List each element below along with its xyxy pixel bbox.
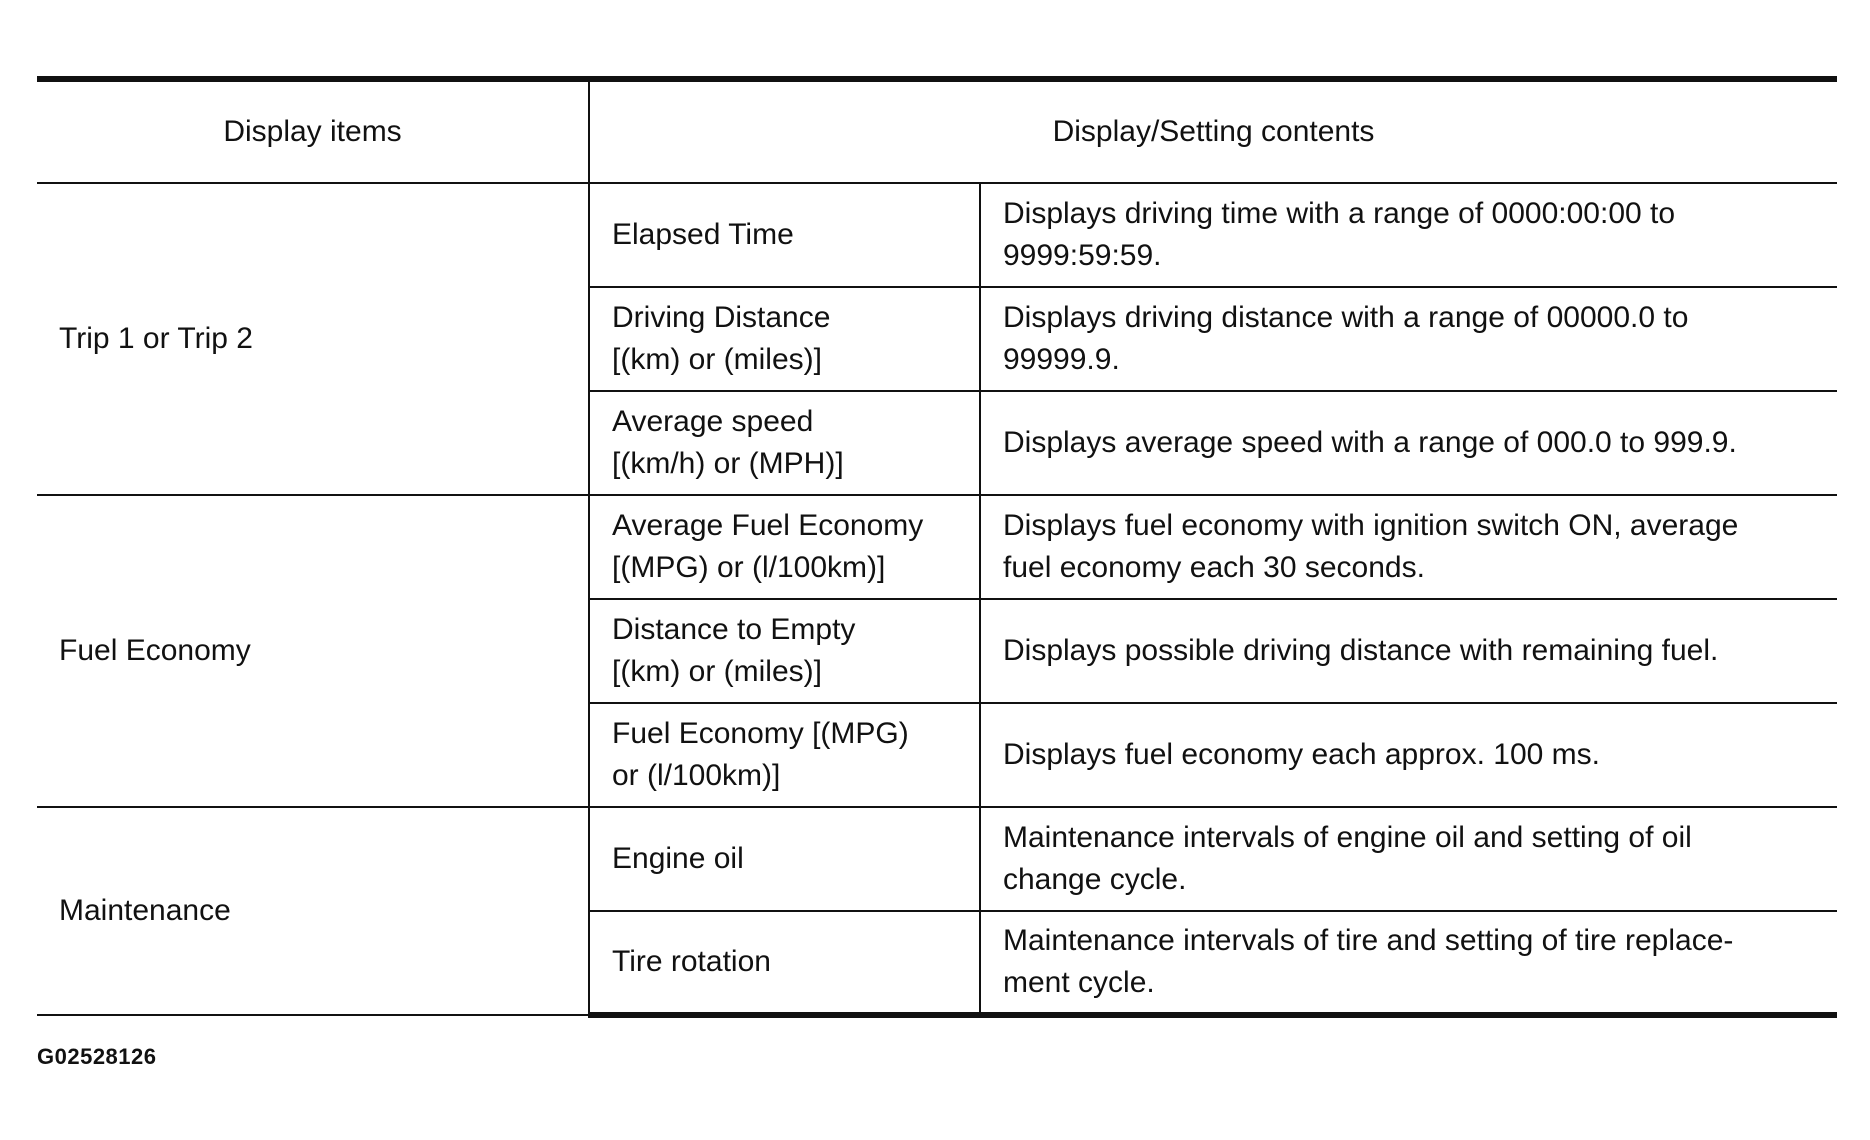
table-row xyxy=(37,807,1837,911)
item-average-speed: Average speed [(km/h) or (MPH)] xyxy=(589,391,980,495)
item-average-fuel-economy: Average Fuel Economy [(MPG) or (l/100km)] xyxy=(589,495,980,599)
group-label-fuel-economy: Fuel Economy xyxy=(37,495,589,807)
header-display-items: Display items xyxy=(37,79,589,183)
description-average-speed: Displays average speed with a range of 000.0 to 999.9. xyxy=(980,391,1837,495)
description-driving-distance: Displays driving distance with a range of 00000.0 to 99999.9. xyxy=(980,287,1837,391)
item-driving-distance: Driving Distance [(km) or (miles)] xyxy=(589,287,980,391)
description-distance-to-empty: Displays possible driving distance with remaining fuel. xyxy=(980,599,1837,703)
display-items-table xyxy=(37,76,1837,1018)
description-fuel-economy: Displays fuel economy each approx. 100 ms. xyxy=(980,703,1837,807)
figure-code: G02528126 xyxy=(37,1044,157,1069)
group-label-trip: Trip 1 or Trip 2 xyxy=(37,183,589,495)
item-tire-rotation: Tire rotation xyxy=(589,911,980,1015)
header-display-setting-contents: Display/Setting contents xyxy=(589,79,1837,183)
item-engine-oil: Engine oil xyxy=(589,807,980,911)
description-average-fuel-economy: Displays fuel economy with ignition switch ON, average fuel economy each 30 seconds. xyxy=(980,495,1837,599)
table-row xyxy=(37,495,1837,599)
description-elapsed-time: Displays driving time with a range of 0000:00:00 to 9999:59:59. xyxy=(980,183,1837,287)
item-fuel-economy: Fuel Economy [(MPG) or (l/100km)] xyxy=(589,703,980,807)
table-row xyxy=(37,183,1837,287)
table-header-row xyxy=(37,79,1837,183)
description-engine-oil: Maintenance intervals of engine oil and setting of oil change cycle. xyxy=(980,807,1837,911)
group-label-maintenance: Maintenance xyxy=(37,807,589,1015)
item-distance-to-empty: Distance to Empty [(km) or (miles)] xyxy=(589,599,980,703)
description-tire-rotation: Maintenance intervals of tire and setting of tire replace- ment cycle. xyxy=(980,911,1837,1015)
item-elapsed-time: Elapsed Time xyxy=(589,183,980,287)
